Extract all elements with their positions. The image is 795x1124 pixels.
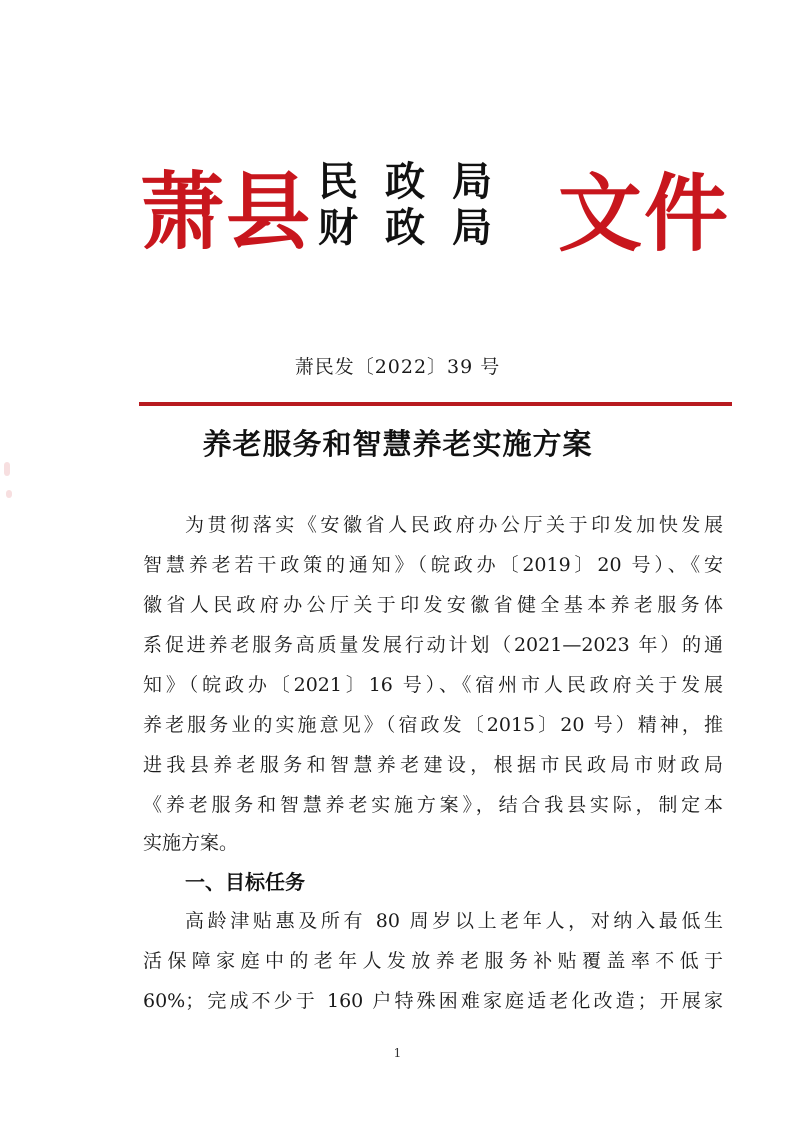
document-title: 养老服务和智慧养老实施方案	[202, 427, 593, 461]
header-org-civil-affairs: 民政局	[318, 158, 519, 205]
section-line: 活保障家庭中的老年人发放养老服务补贴覆盖率不低于	[143, 950, 723, 972]
document-number: 萧民发〔2022〕39 号	[294, 356, 501, 378]
paragraph-line: 《养老服务和智慧养老实施方案》，结合我县实际，制定本	[143, 794, 723, 816]
paragraph-line: 智慧养老若干政策的通知》（皖政办〔2019〕20 号）、《安	[143, 554, 723, 576]
paragraph-line: 系促进养老服务高质量发展行动计划（2021—2023 年）的通	[143, 634, 723, 656]
header-doc-word: 文件	[558, 164, 731, 263]
header-org-finance: 财政局	[318, 204, 519, 251]
paragraph-line: 养老服务业的实施意见》（宿政发〔2015〕20 号）精神，推	[143, 714, 723, 736]
section-heading: 一、目标任务	[185, 870, 305, 894]
paragraph-line: 为贯彻落实《安徽省人民政府办公厅关于印发加快发展	[185, 514, 723, 536]
header-county: 萧县	[140, 162, 313, 261]
section-line: 高龄津贴惠及所有 80 周岁以上老年人，对纳入最低生	[185, 910, 723, 932]
page-number: 1	[393, 1046, 402, 1060]
paragraph-line: 实施方案。	[143, 832, 239, 854]
paragraph-line: 知》（皖政办〔2021〕16 号）、《宿州市人民政府关于发展	[143, 674, 723, 696]
paragraph-line: 进我县养老服务和智慧养老建设，根据市民政局市财政局	[143, 754, 723, 776]
scan-artifact	[6, 490, 12, 498]
paragraph-line: 徽省人民政府办公厅关于印发安徽省健全基本养老服务体	[143, 594, 723, 616]
scan-artifact	[4, 462, 10, 476]
section-line: 60%；完成不少于 160 户特殊困难家庭适老化改造；开展家	[143, 990, 723, 1012]
header-divider	[139, 402, 732, 406]
